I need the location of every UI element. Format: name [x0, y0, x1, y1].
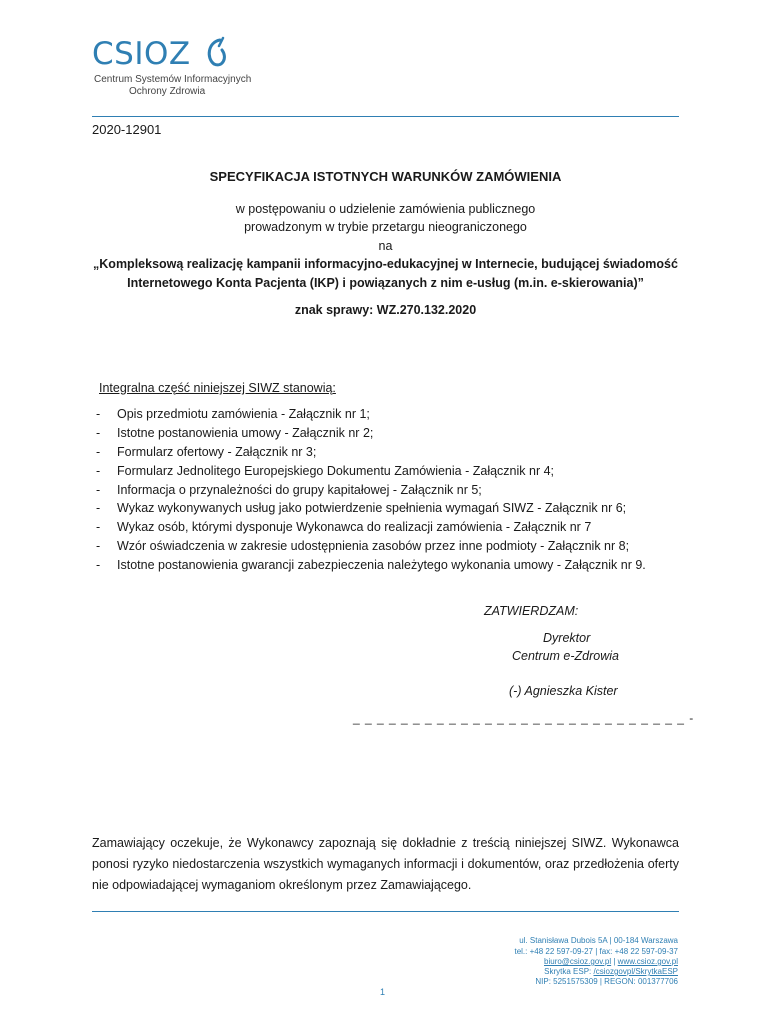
document-title: SPECYFIKACJA ISTOTNYCH WARUNKÓW ZAMÓWIENIA: [209, 169, 562, 184]
list-item: [96, 462, 696, 481]
approval-heading: ZATWIERDZAM:: [484, 604, 579, 618]
attachment-text: Formularz ofertowy - Załącznik nr 3;: [117, 444, 317, 459]
footer-contact: [544, 957, 678, 966]
list-dash: -: [96, 520, 101, 535]
attachment-text: Formularz Jednolitego Europejskiego Dokumentu Zamówienia - Załącznik nr 4;: [117, 463, 555, 478]
attachment-text: Istotne postanowienia gwarancji zabezpieczenia należytego wykonania umowy - Załącznik nr 9.: [117, 558, 646, 573]
document-reference: 2020-12901: [92, 122, 162, 137]
list-item: [96, 481, 696, 500]
attachments-list: [96, 405, 696, 575]
logo-swirl-icon: [200, 36, 230, 72]
subject-line-2: Internetowego Konta Pacjenta (IKP) i powiązanych z nim e-usług (m.in. e-skierowania)”: [127, 276, 644, 290]
footer-separator: |: [611, 957, 618, 966]
header-divider: [92, 116, 679, 117]
csioz-logo: [92, 36, 292, 108]
subtitle-line-2: prowadzonym w trybie przetargu nieograniczonego: [244, 220, 527, 234]
logo-subtitle-line1: Centrum Systemów Informacyjnych: [94, 74, 252, 85]
attachment-text: Informacja o przynależności do grupy kapitałowej - Załącznik nr 5;: [117, 482, 482, 497]
subject-line-1: „Kompleksową realizację kampanii informacyjno-edukacyjnej w Internecie, budującej świadomość: [93, 257, 678, 271]
approver-name: (-) Agnieszka Kister: [509, 684, 618, 698]
list-dash: -: [96, 539, 101, 554]
logo-wordmark: CSIOZ: [92, 36, 191, 72]
subtitle-line-1: w postępowaniu o udzielenie zamówienia publicznego: [235, 202, 536, 216]
list-dash: -: [96, 482, 101, 497]
footer-address: ul. Stanisława Dubois 5A | 00-184 Warszawa: [519, 936, 678, 945]
logo-subtitle-line2: Ochrony Zdrowia: [129, 86, 206, 97]
subtitle-line-3: na: [378, 239, 393, 253]
footer-esp-label: Skrytka ESP:: [544, 967, 594, 976]
page-number: 1: [380, 987, 386, 997]
footer-divider: [92, 911, 679, 912]
attachment-text: Opis przedmiotu zamówienia - Załącznik nr 1;: [117, 407, 370, 421]
list-item: [96, 499, 696, 518]
list-dash: -: [96, 425, 101, 440]
list-item: [96, 556, 696, 575]
attachment-text: Wykaz wykonywanych usług jako potwierdzenie spełnienia wymagań SIWZ - Załącznik nr 6;: [117, 501, 627, 516]
list-item: [96, 424, 696, 443]
case-number: znak sprawy: WZ.270.132.2020: [294, 303, 477, 317]
list-item: [96, 518, 696, 537]
footer-phone: tel.: +48 22 597-09-27 | fax: +48 22 597-09-37: [514, 947, 678, 956]
footer-ids: NIP: 5251575309 | REGON: 001377706: [535, 977, 678, 986]
footer-esp-link[interactable]: /csiozgovpl/SkrytkaESP: [593, 967, 678, 976]
approver-role-line-2: Centrum e-Zdrowia: [512, 649, 619, 663]
attachment-text: Wzór oświadczenia w zakresie udostępnienia zasobów przez inne podmioty - Załącznik nr 8;: [117, 539, 630, 554]
list-dash: -: [96, 558, 101, 573]
footer-website-link[interactable]: www.csioz.gov.pl: [617, 957, 678, 966]
signature-line: _ _ _ _ _ _ _ _ _ _ _ _ _ _ _ _ _ _ _ _ _ _ _ _ _ _ _ _ -: [353, 711, 695, 725]
bidder-notice: Zamawiający oczekuje, że Wykonawcy zapoznają się dokładnie z treścią niniejszej SIWZ. Wykonawca ponosi ryzyko niedostarczenia wszystkich wymaganych informacji i dokumentów, oraz przedłożenia oferty nie odpowiadającej wymaganiom określonym przez Zamawiającego.: [92, 836, 679, 892]
footer-esp: [544, 967, 678, 976]
list-dash: -: [96, 501, 101, 516]
list-dash: -: [96, 463, 101, 478]
list-item: [96, 405, 696, 424]
footer-email-link[interactable]: biuro@csioz.gov.pl: [544, 957, 612, 966]
list-dash: -: [96, 444, 101, 459]
approver-role-line-1: Dyrektor: [543, 631, 591, 645]
list-item: [96, 537, 696, 556]
attachments-intro: Integralna część niniejszej SIWZ stanowią:: [99, 381, 336, 395]
attachment-text: Wykaz osób, którymi dysponuje Wykonawca do realizacji zamówienia - Załącznik nr 7: [117, 520, 592, 535]
attachment-text: Istotne postanowienia umowy - Załącznik nr 2;: [117, 425, 374, 440]
list-item: [96, 443, 696, 462]
list-dash: -: [96, 407, 101, 421]
